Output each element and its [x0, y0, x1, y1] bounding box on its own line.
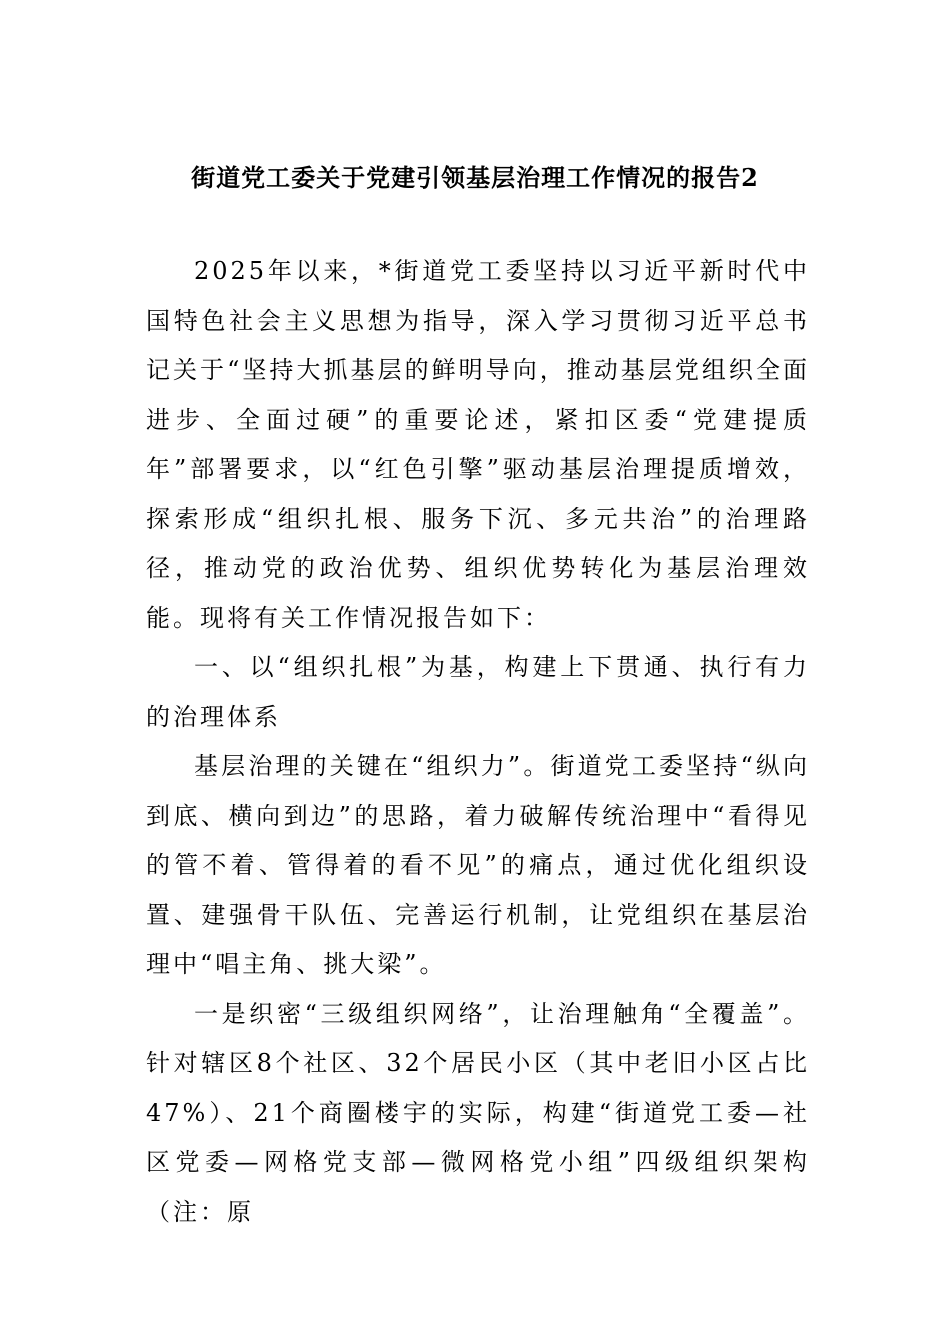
paragraph-intro: 2025年以来，*街道党工委坚持以习近平新时代中国特色社会主义思想为指导，深入学习贯彻习近平总书记关于“坚持大抓基层的鲜明导向，推动基层党组织全面进步、全面过硬”的重要论述，紧扣区委“党建提质年”部署要求，以“红色引擎”驱动基层治理提质增效，探索形成“组织扎根、服务下沉、多元共治”的治理路径，推动党的政治优势、组织优势转化为基层治理效能。现将有关工作情况报告如下：: [146, 257, 810, 632]
paragraph-section-heading: 一、以“组织扎根”为基，构建上下贯通、执行有力的治理体系: [146, 653, 810, 731]
paragraph-point-one: 一是织密“三级组织网络”，让治理触角“全覆盖”。针对辖区8个社区、32个居民小区（其中老旧小区占比47%）、21个商圈楼宇的实际，构建“街道党工委—社区党委—网格党支部—微网格党小组”四级组织架构（注：原: [146, 999, 810, 1226]
document-body: [146, 247, 810, 1237]
paragraph-section-body: 基层治理的关键在“组织力”。街道党工委坚持“纵向到底、横向到边”的思路，着力破解传统治理中“看得见的管不着、管得着的看不见”的痛点，通过优化组织设置、建强骨干队伍、完善运行机制，让党组织在基层治理中“唱主角、挑大梁”。: [146, 752, 810, 978]
document-title: 街道党工委关于党建引领基层治理工作情况的报告2: [191, 163, 759, 192]
